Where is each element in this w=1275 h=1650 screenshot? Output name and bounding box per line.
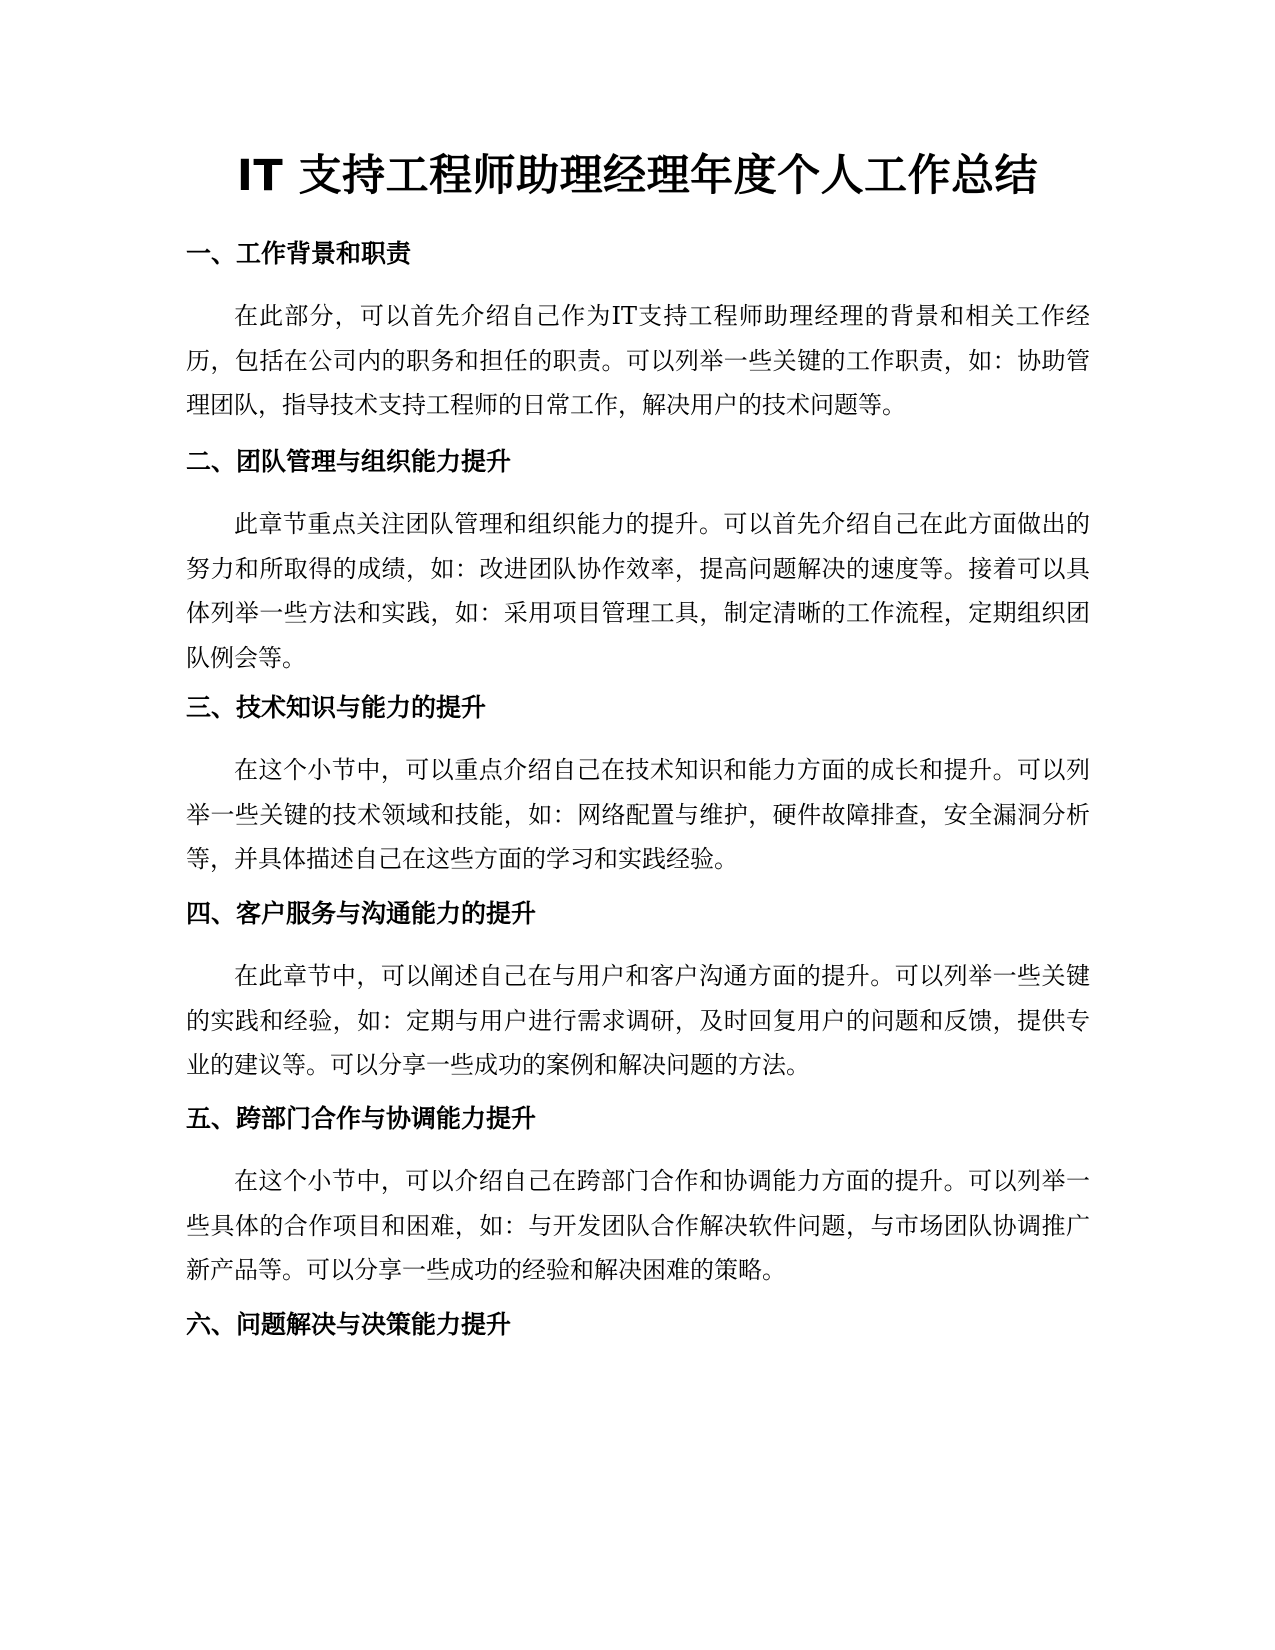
section-heading-2: 二、团队管理与组织能力提升	[186, 447, 512, 476]
document-title: IT 支持工程师助理经理年度个人工作总结	[236, 151, 1039, 201]
section-heading-1: 一、工作背景和职责	[186, 239, 412, 268]
section-body-4: 在此章节中，可以阐述自己在与用户和客户沟通方面的提升。可以列举一些关键的实践和经验，如：定期与用户进行需求调研，及时回复用户的问题和反馈，提供专业的建议等。可以分享一些成功的案例和解决问题的方法。	[186, 962, 1090, 1079]
section-heading-6: 六、问题解决与决策能力提升	[186, 1310, 512, 1339]
section-heading-4: 四、客户服务与沟通能力的提升	[186, 899, 537, 928]
section-body-5: 在这个小节中，可以介绍自己在跨部门合作和协调能力方面的提升。可以列举一些具体的合作项目和困难，如：与开发团队合作解决软件问题，与市场团队协调推广新产品等。可以分享一些成功的经验和解决困难的策略。	[186, 1167, 1090, 1284]
section-body-2: 此章节重点关注团队管理和组织能力的提升。可以首先介绍自己在此方面做出的努力和所取得的成绩，如：改进团队协作效率，提高问题解决的速度等。接着可以具体列举一些方法和实践，如：采用项目管理工具，制定清晰的工作流程，定期组织团队例会等。	[186, 510, 1090, 672]
section-body-3: 在这个小节中，可以重点介绍自己在技术知识和能力方面的成长和提升。可以列举一些关键的技术领域和技能，如：网络配置与维护，硬件故障排查，安全漏洞分析等，并具体描述自己在这些方面的学习和实践经验。	[186, 756, 1090, 873]
section-body-1: 在此部分，可以首先介绍自己作为IT支持工程师助理经理的背景和相关工作经历，包括在公司内的职务和担任的职责。可以列举一些关键的工作职责，如：协助管理团队，指导技术支持工程师的日常工作，解决用户的技术问题等。	[186, 302, 1090, 419]
section-heading-5: 五、跨部门合作与协调能力提升	[186, 1104, 537, 1133]
section-heading-3: 三、技术知识与能力的提升	[186, 693, 487, 722]
